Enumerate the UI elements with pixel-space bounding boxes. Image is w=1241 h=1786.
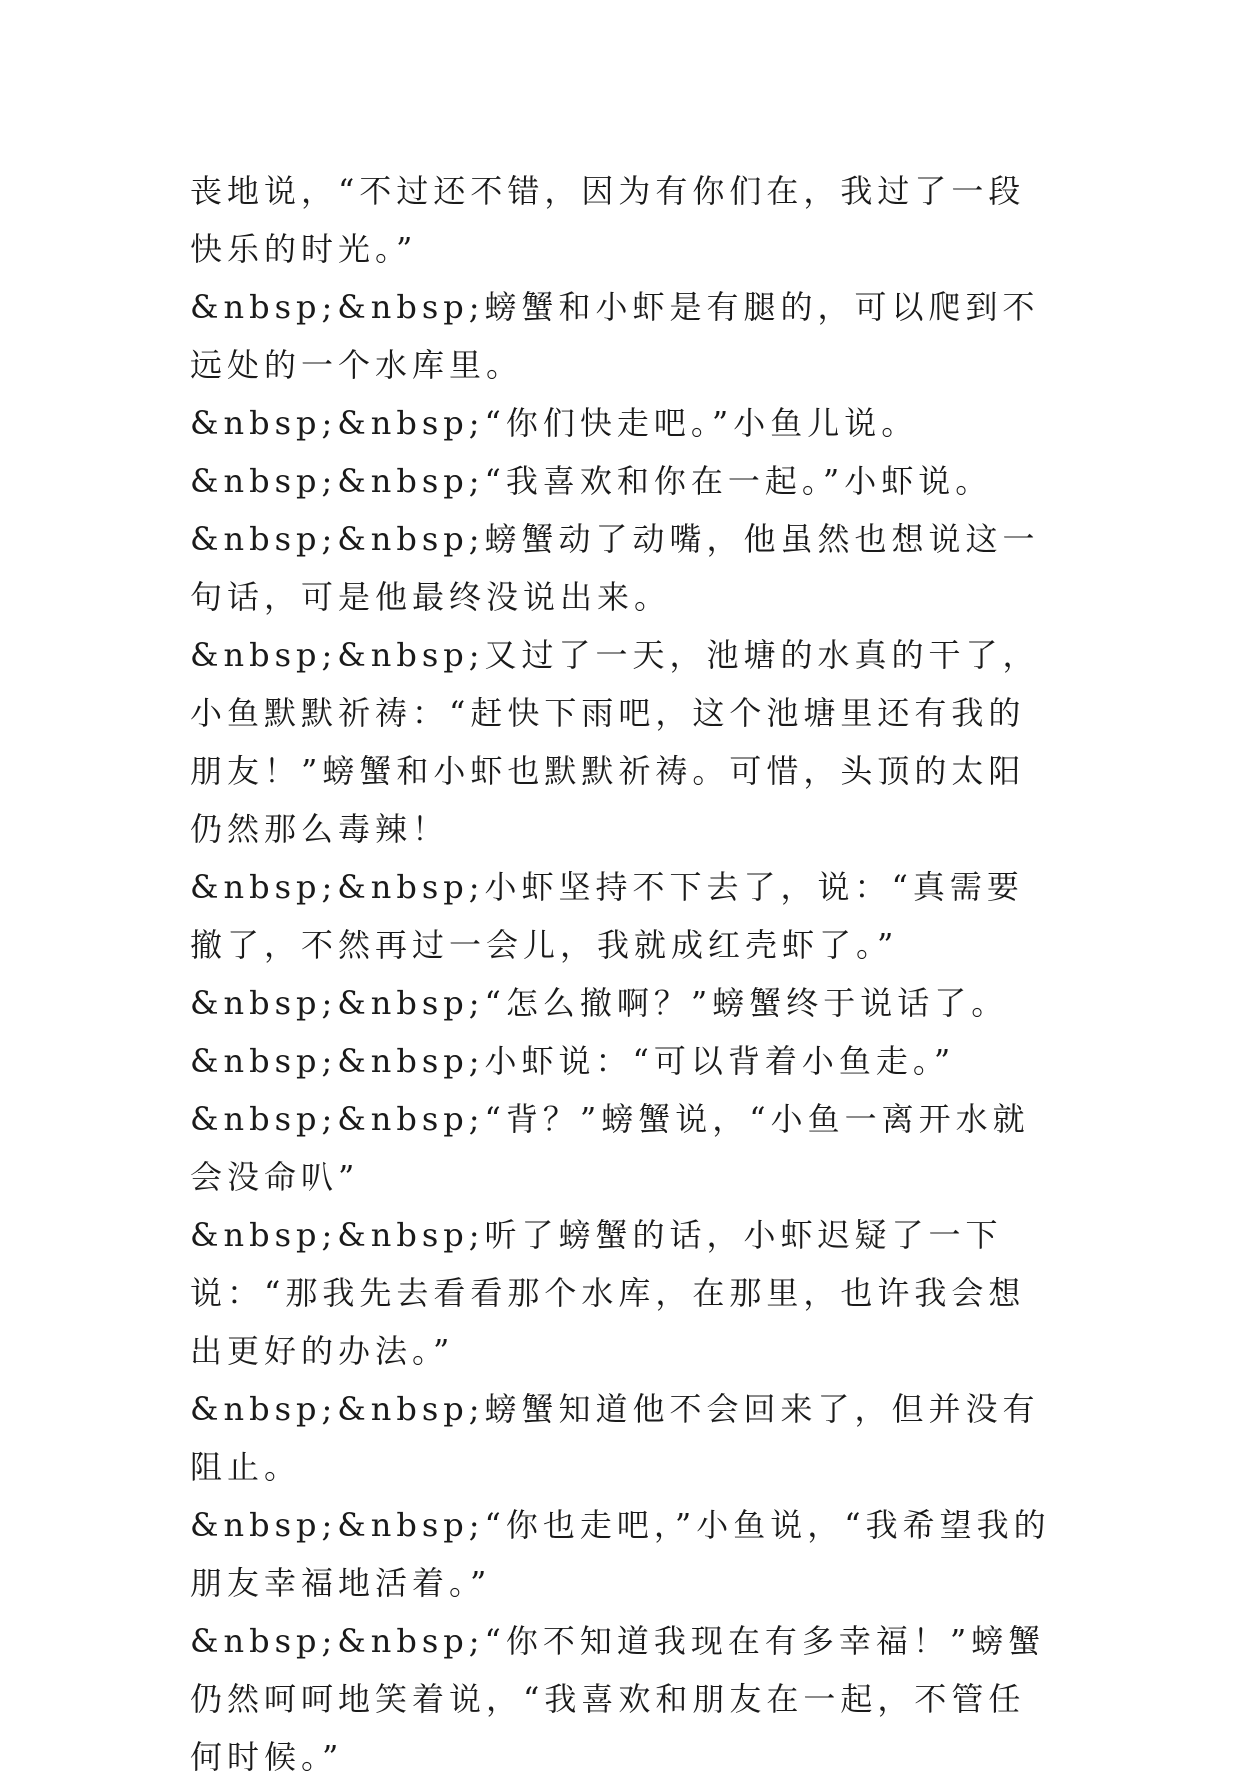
paragraph: &nbsp;&nbsp;“我喜欢和你在一起。”小虾说。	[190, 462, 993, 500]
paragraph: &nbsp;&nbsp;螃蟹知道他不会回来了，但并没有阻止。	[190, 1390, 1040, 1486]
paragraph: &nbsp;&nbsp;“背？”螃蟹说，“小鱼一离开水就会没命叭”	[190, 1100, 1030, 1196]
paragraph: &nbsp;&nbsp;小虾说：“可以背着小鱼走。”	[190, 1042, 956, 1080]
paragraph: &nbsp;&nbsp;螃蟹和小虾是有腿的，可以爬到不远处的一个水库里。	[190, 288, 1040, 384]
paragraph: &nbsp;&nbsp;又过了一天，池塘的水真的干了，小鱼默默祈祷：“赶快下雨吧，这个池塘里还有我的朋友！”螃蟹和小虾也默默祈祷。可惜，头顶的太阳仍然那么毒辣！	[190, 636, 1040, 848]
paragraph: &nbsp;&nbsp;“怎么撤啊？”螃蟹终于说话了。	[190, 984, 1009, 1022]
paragraph: 丧地说，“不过还不错，因为有你们在，我过了一段快乐的时光。”	[190, 172, 1026, 268]
paragraph: &nbsp;&nbsp;“你也走吧，”小鱼说，“我希望我的朋友幸福地活着。”	[190, 1506, 1051, 1602]
paragraph: &nbsp;&nbsp;螃蟹动了动嘴，他虽然也想说这一句话，可是他最终没说出来。	[190, 520, 1040, 616]
paragraph: &nbsp;&nbsp;听了螃蟹的话，小虾迟疑了一下说：“那我先去看看那个水库，在那里，也许我会想出更好的办法。”	[190, 1216, 1026, 1370]
paragraph: &nbsp;&nbsp;“你不知道我现在有多幸福！”螃蟹仍然呵呵地笑着说，“我喜欢和朋友在一起，不管任何时候。”	[190, 1622, 1046, 1776]
document-page	[190, 162, 1060, 1786]
paragraph: &nbsp;&nbsp;“你们快走吧。”小鱼儿说。	[190, 404, 919, 442]
paragraph: &nbsp;&nbsp;小虾坚持不下去了，说：“真需要撤了，不然再过一会儿，我就成红壳虾了。”	[190, 868, 1024, 964]
